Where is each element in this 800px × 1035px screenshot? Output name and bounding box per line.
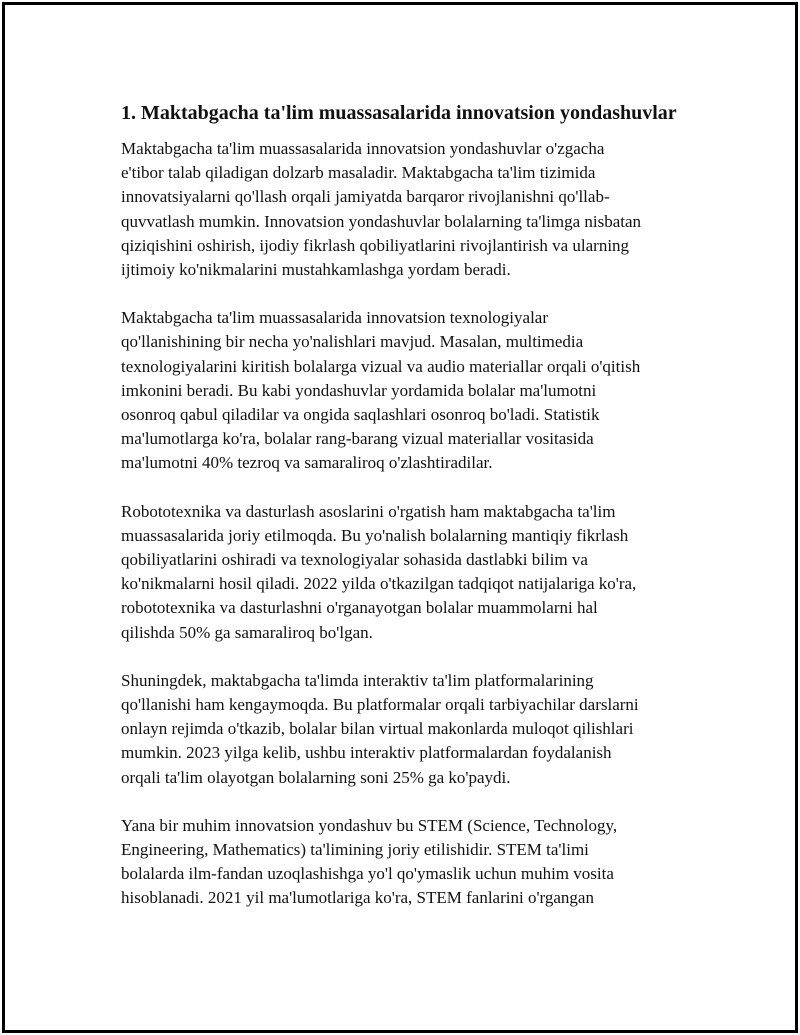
paragraph [121, 306, 691, 475]
paragraph-line: osonroq qabul qiladilar va ongida saqlashlari osonroq bo'ladi. Statistik [121, 405, 600, 425]
paragraph-line: ma'lumotni 40% tezroq va samaraliroq o'zlashtiradilar. [121, 453, 493, 473]
paragraph-line: qo'llanishi ham kengaymoqda. Bu platformalar orqali tarbiyachilar darslarni [121, 695, 639, 715]
paragraph-line: Engineering, Mathematics) ta'limining joriy etilishidir. STEM ta'limi [121, 840, 589, 860]
paragraph-line: ko'nikmalarni hosil qiladi. 2022 yilda o'tkazilgan tadqiqot natijalariga ko'ra, [121, 574, 637, 594]
paragraph-line: bolalarda ilm-fandan uzoqlashishga yo'l qo'ymaslik uchun muhim vosita [121, 864, 614, 884]
paragraph-line: qo'llanishining bir necha yo'nalishlari mavjud. Masalan, multimedia [121, 332, 584, 352]
paragraph-line: Maktabgacha ta'lim muassasalarida innovatsion texnologiyalar [121, 308, 548, 328]
paragraph-line: qobiliyatlarini oshiradi va texnologiyalar sohasida dastlabki bilim va [121, 550, 588, 570]
paragraph-line: innovatsiyalarni qo'llash orqali jamiyatda barqaror rivojlanishni qo'llab- [121, 187, 610, 207]
paragraph-line: quvvatlash mumkin. Innovatsion yondashuvlar bolalarning ta'limga nisbatan [121, 211, 642, 231]
paragraph [121, 500, 691, 645]
page-frame [2, 2, 798, 1033]
paragraph-line: Robototexnika va dasturlash asoslarini o'rgatish ham maktabgacha ta'lim [121, 501, 616, 521]
paragraph-line: muassasalarida joriy etilmoqda. Bu yo'nalish bolalarning mantiqiy fikrlash [121, 525, 629, 545]
paragraph [121, 814, 691, 911]
paragraph-line: onlayn rejimda o'tkazib, bolalar bilan virtual makonlarda muloqot qilishlari [121, 719, 634, 739]
paragraph-line: ma'lumotlarga ko'ra, bolalar rang-barang vizual materiallar vositasida [121, 429, 594, 449]
paragraph [121, 137, 691, 282]
document-body [121, 99, 691, 935]
paragraph [121, 669, 691, 790]
section-heading: 1. Maktabgacha ta'lim muassasalarida innovatsion yondashuvlar [121, 102, 677, 124]
paragraph-line: orqali ta'lim olayotgan bolalarning soni 25% ga ko'paydi. [121, 767, 511, 787]
paragraph-line: Maktabgacha ta'lim muassasalarida innovatsion yondashuvlar o'zgacha [121, 139, 605, 158]
paragraph-line: texnologiyalarini kiritish bolalarga vizual va audio materiallar orqali o'qitish [121, 356, 641, 376]
paragraph-line: ijtimoiy ko'nikmalarini mustahkamlashga yordam beradi. [121, 260, 511, 280]
paragraph-line: qiziqishini oshirish, ijodiy fikrlash qobiliyatlarini rivojlantirish va ularning [121, 235, 630, 255]
paragraph-line: mumkin. 2023 yilga kelib, ushbu interaktiv platformalardan foydalanish [121, 743, 612, 763]
paragraph-container [121, 137, 691, 911]
paragraph-line: robototexnika va dasturlashni o'rganayotgan bolalar muammolarni hal [121, 598, 598, 618]
paragraph-line: imkonini beradi. Bu kabi yondashuvlar yordamida bolalar ma'lumotni [121, 380, 597, 400]
paragraph-line: hisoblanadi. 2021 yil ma'lumotlariga ko'ra, STEM fanlarini o'rgangan [121, 888, 594, 908]
paragraph-line: Yana bir muhim innovatsion yondashuv bu STEM (Science, Technology, [121, 815, 618, 835]
paragraph-line: qilishda 50% ga samaraliroq bo'lgan. [121, 622, 373, 642]
paragraph-line: e'tibor talab qiladigan dolzarb masaladir. Maktabgacha ta'lim tizimida [121, 163, 596, 183]
paragraph-line: Shuningdek, maktabgacha ta'limda interaktiv ta'lim platformalarining [121, 670, 594, 690]
